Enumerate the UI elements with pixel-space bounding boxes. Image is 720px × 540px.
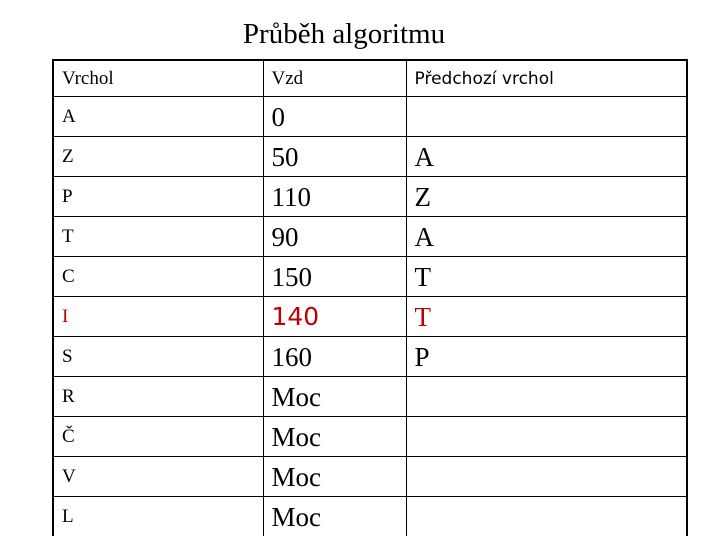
- header-previous-vertex: Předchozí vrchol: [406, 60, 687, 97]
- table-row: [53, 97, 687, 137]
- algorithm-table: [52, 59, 688, 536]
- vertex-cell: L: [53, 497, 263, 537]
- previous-vertex-cell: Z: [406, 177, 687, 217]
- vertex-cell: S: [53, 337, 263, 377]
- table-row: [53, 177, 687, 217]
- distance-cell: Moc: [263, 497, 406, 537]
- previous-vertex-cell: [406, 497, 687, 537]
- vertex-cell: R: [53, 377, 263, 417]
- page-title: Průběh algoritmu: [242, 18, 446, 50]
- previous-vertex-cell: A: [406, 137, 687, 177]
- table-row: [53, 457, 687, 497]
- table-row: [53, 377, 687, 417]
- previous-vertex-cell: A: [406, 217, 687, 257]
- previous-vertex-cell: T: [406, 257, 687, 297]
- vertex-cell: V: [53, 457, 263, 497]
- vertex-cell: Z: [53, 137, 263, 177]
- previous-vertex-cell: [406, 457, 687, 497]
- vertex-cell: P: [53, 177, 263, 217]
- table-row: [53, 337, 687, 377]
- distance-cell: Moc: [263, 417, 406, 457]
- previous-vertex-cell: T: [406, 297, 687, 337]
- table-row: [53, 137, 687, 177]
- table-row: [53, 217, 687, 257]
- distance-cell: 160: [263, 337, 406, 377]
- header-vertex: Vrchol: [53, 60, 263, 97]
- distance-cell: 150: [263, 257, 406, 297]
- previous-vertex-cell: [406, 97, 687, 137]
- table-row: [53, 257, 687, 297]
- vertex-cell: Č: [53, 417, 263, 457]
- previous-vertex-cell: P: [406, 337, 687, 377]
- table-row: [53, 417, 687, 457]
- header-distance: Vzd: [263, 60, 406, 97]
- table-header-row: [53, 60, 687, 97]
- distance-cell: 90: [263, 217, 406, 257]
- distance-cell: Moc: [263, 457, 406, 497]
- distance-cell: 50: [263, 137, 406, 177]
- vertex-cell: C: [53, 257, 263, 297]
- previous-vertex-cell: [406, 377, 687, 417]
- vertex-cell: T: [53, 217, 263, 257]
- distance-cell: Moc: [263, 377, 406, 417]
- previous-vertex-cell: [406, 417, 687, 457]
- vertex-cell: A: [53, 97, 263, 137]
- distance-cell: 110: [263, 177, 406, 217]
- distance-cell: 0: [263, 97, 406, 137]
- table-row: [53, 497, 687, 537]
- distance-cell: 140: [263, 297, 406, 337]
- vertex-cell: I: [53, 297, 263, 337]
- table-row: [53, 297, 687, 337]
